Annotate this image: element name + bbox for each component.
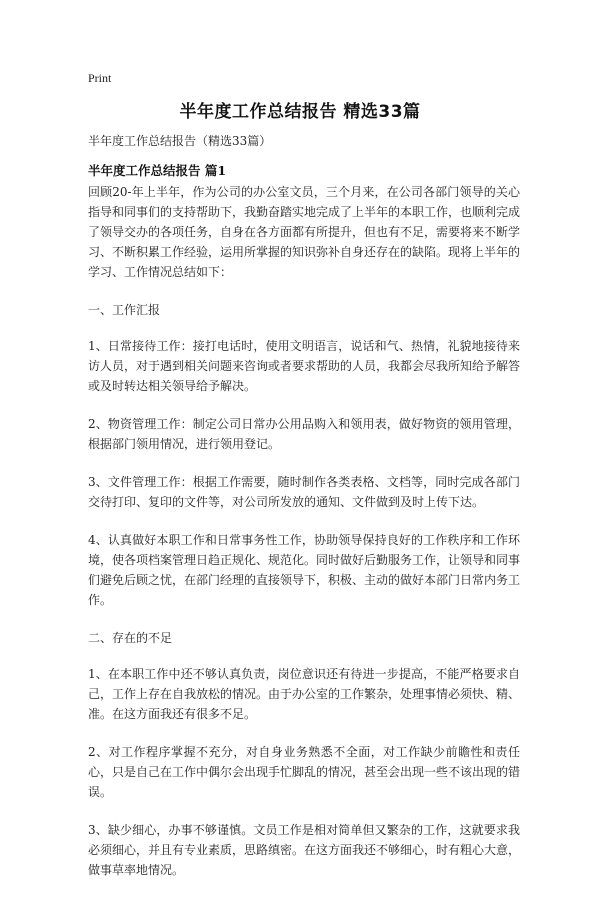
paragraph-item: 1、在本职工作中还不够认真负责，岗位意识还有待进一步提高，不能严格要求自己，工作上存在自我放松的情况。由于办公室的工作繁杂，处理事情必须快、精、准。在这方面我还有很多不足。 [88, 667, 521, 721]
paragraph-item: 3、文件管理工作：根据工作需要，随时制作各类表格、文档等，同时完成各部门交待打印、复印的文件等，对公司所发放的通知、文件做到及时上传下达。 [88, 475, 520, 509]
paragraph-item: 2、对工作程序掌握不充分，对自身业务熟悉不全面，对工作缺少前瞻性和责任心，只是自己在工作中偶尔会出现手忙脚乱的情况，甚至会出现一些不该出现的错误。 [88, 745, 521, 799]
document-title: 半年度工作总结报告 精选33篇 [179, 102, 421, 122]
document-subtitle: 半年度工作总结报告（精选33篇） [88, 134, 272, 148]
document-body [88, 182, 520, 898]
section-heading: 半年度工作总结报告 篇1 [88, 163, 227, 178]
paragraph-item: 3、缺少细心，办事不够谨慎。文员工作是相对简单但又繁杂的工作，这就要求我必须细心，并且有专业素质，思路缜密。在这方面我还不够细心，时有粗心大意，做事草率地情况。 [88, 823, 521, 877]
paragraph-item: 4、认真做好本职工作和日常事务性工作，协助领导保持良好的工作秩序和工作环境，使各项档案管理日趋正规化、规范化。同时做好后勤服务工作，让领导和同事们避免后顾之忧，在部门经理的直接领导下，积极、主动的做好本部门日常内务工作。 [88, 533, 521, 607]
heading-work-report: 一、工作汇报 [88, 303, 161, 317]
paragraph-intro: 回顾20-年上半年，作为公司的办公室文员，三个月来，在公司各部门领导的关心指导和同事们的支持帮助下，我勤奋踏实地完成了上半年的本职工作，也顺利完成了领导交办的各项任务，自身在各方面都有所提升，但也有不足，需要将来不断学习、不断积累工作经验，运用所掌握的知识弥补自身还存在的缺陷。现将上半年的学习、工作情况总结如下： [88, 185, 521, 279]
print-label[interactable]: Print [88, 71, 112, 85]
heading-shortcomings: 二、存在的不足 [88, 631, 173, 645]
paragraph-item: 1、日常接待工作：接打电话时，使用文明语言，说话和气、热情，礼貌地接待来访人员，对于遇到相关问题来咨询或者要求帮助的人员，我都会尽我所知给予解答或及时转达相关领导给予解决。 [88, 339, 521, 393]
paragraph-item: 2、物资管理工作：制定公司日常办公用品购入和领用表，做好物资的领用管理，根据部门领用情况，进行领用登记。 [88, 417, 520, 451]
